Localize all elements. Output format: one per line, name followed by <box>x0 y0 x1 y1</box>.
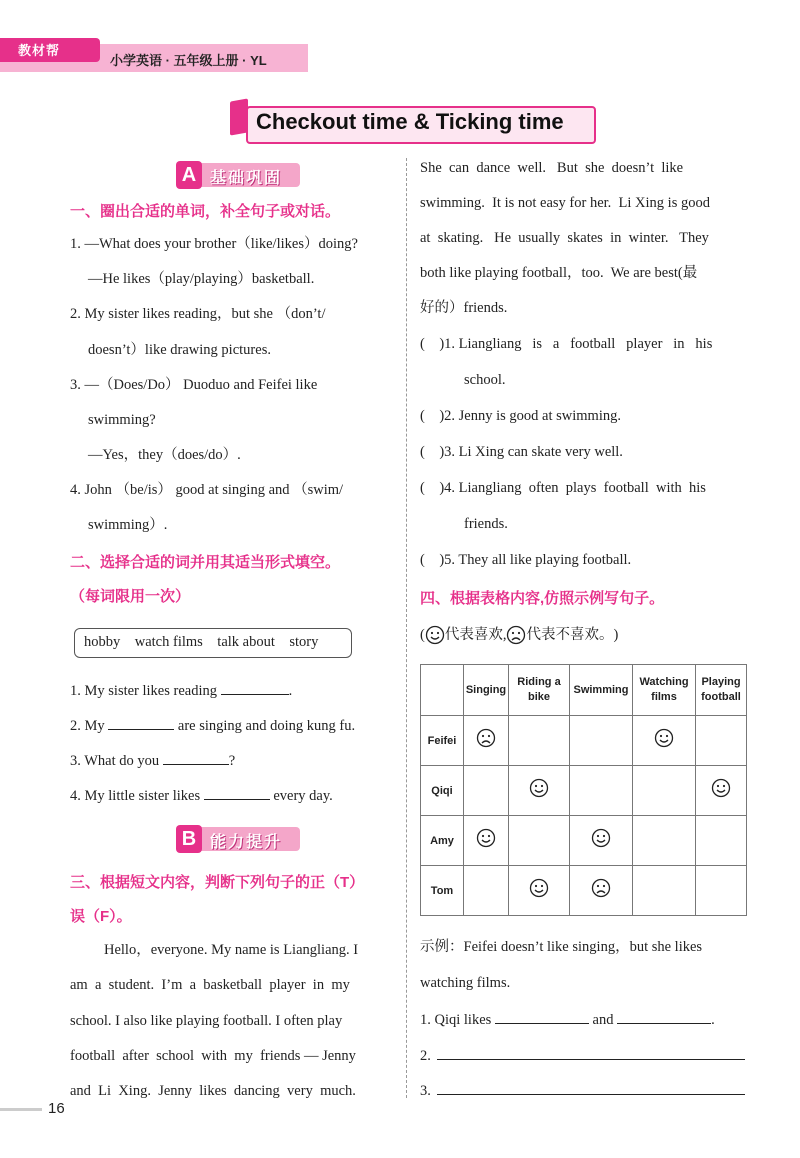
section-a-letter: A <box>176 161 202 189</box>
example-line: 示例：Feifei doesn’t like singing，but she likes <box>420 939 703 955</box>
q1-line: swimming? <box>88 412 156 428</box>
table-cell <box>633 766 696 816</box>
column-header: Playing football <box>696 665 747 716</box>
table-cell <box>633 816 696 866</box>
answer-line-2 <box>420 1046 745 1066</box>
answer-blank[interactable] <box>437 1047 745 1060</box>
answer-number: 2. <box>420 1048 431 1064</box>
row-label: Feifei <box>421 716 464 766</box>
answer-number: 3. <box>420 1083 431 1099</box>
q2-item-text: 2. My <box>70 718 109 734</box>
passage-line: both like playing football，too. We are best(最 <box>420 265 698 281</box>
q2-item-text: every day. <box>269 788 333 804</box>
table-cell <box>464 816 509 866</box>
q2-item-text: . <box>288 683 293 699</box>
table-cell <box>696 716 747 766</box>
tf-statement[interactable]: ( )3. Li Xing can skate very well. <box>420 444 623 460</box>
table-cell <box>464 716 509 766</box>
tf-statement[interactable]: ( )4. Liangliang often plays football with his <box>420 480 706 496</box>
q1-line: doesn’t）like drawing pictures. <box>88 342 271 358</box>
table-cell <box>464 766 509 816</box>
q2-item-text: 3. What do you <box>70 753 163 769</box>
example-line: watching films. <box>420 975 511 991</box>
table-row <box>421 866 747 916</box>
table-cell <box>696 766 747 816</box>
q2-item-text: 1. My sister likes reading <box>70 683 221 699</box>
tf-statement[interactable]: ( )5. They all like playing football. <box>420 552 632 568</box>
answer-text: and <box>588 1012 618 1028</box>
smile-face-icon <box>425 625 445 645</box>
q1-line: 3. —（Does/Do） Duoduo and Feifei like <box>70 377 318 393</box>
q2-item-text: 4. My little sister likes <box>70 788 204 804</box>
table-cell <box>570 716 633 766</box>
q3-heading: 三、根据短文内容，判断下列句子的正（T） <box>70 874 365 891</box>
smile-face-icon <box>529 778 549 798</box>
table-body <box>421 716 747 916</box>
q2-heading: 二、选择合适的词并用其适当形式填空。 <box>70 554 341 571</box>
passage-line: and Li Xing. Jenny likes dancing very much. <box>70 1083 356 1099</box>
section-b-label: 能力提升 <box>210 834 283 851</box>
legend-like-text: 代表喜欢, <box>444 627 507 643</box>
q1-line: 2. My sister likes reading，but she （don’t/ <box>70 306 326 322</box>
passage-line: She can dance well. But she doesn’t like <box>420 160 684 176</box>
smile-face-icon <box>476 828 496 848</box>
smile-face-icon <box>591 828 611 848</box>
column-header: Swimming <box>570 665 633 716</box>
q3-heading-cont: 误（F）。 <box>70 908 132 925</box>
answer-blank[interactable] <box>495 1011 589 1024</box>
q1-line: —Yes，they（does/do）. <box>88 447 241 463</box>
tf-statement[interactable]: ( )1. Liangliang is a football player in his <box>420 336 713 352</box>
sad-face-icon <box>476 728 496 748</box>
table-row <box>421 766 747 816</box>
q2-item <box>70 681 292 701</box>
answer-blank[interactable] <box>108 717 174 730</box>
table-cell <box>570 816 633 866</box>
answer-blank[interactable] <box>437 1082 745 1095</box>
row-label: Tom <box>421 866 464 916</box>
passage-line: am a student. I’m a basketball player in my <box>70 977 350 993</box>
hobby-table <box>420 664 747 916</box>
answer-blank[interactable] <box>163 752 229 765</box>
table-cell <box>509 816 570 866</box>
smile-face-icon <box>654 728 674 748</box>
book-title: 小学英语 · 五年级上册 · YL <box>110 53 267 68</box>
q2-heading-note: （每词限用一次） <box>70 588 191 605</box>
tf-statement[interactable]: ( )2. Jenny is good at swimming. <box>420 408 621 424</box>
sad-face-icon <box>591 878 611 898</box>
q1-line: —He likes（play/playing）basketball. <box>88 271 315 287</box>
table-cell <box>509 716 570 766</box>
q4-heading: 四、根据表格内容,仿照示例写句子。 <box>420 590 665 607</box>
column-header: Singing <box>464 665 509 716</box>
q2-item-text: ? <box>228 753 236 769</box>
answer-line-3 <box>420 1081 745 1101</box>
footer-rule <box>0 1108 42 1111</box>
q2-item-text: are singing and doing kung fu. <box>174 718 356 734</box>
q1-heading: 一、圈出合适的单词，补全句子或对话。 <box>70 203 341 220</box>
table-cell <box>570 766 633 816</box>
tf-statement-cont: school. <box>464 372 506 388</box>
table-cell <box>633 866 696 916</box>
face-legend: ( 代表喜欢, 代表不喜欢。 ) <box>420 627 619 643</box>
column-header: Watching films <box>633 665 696 716</box>
smile-face-icon <box>529 878 549 898</box>
q2-item <box>70 716 355 736</box>
smile-face-icon <box>711 778 731 798</box>
table-cell <box>570 866 633 916</box>
passage-line: Hello，everyone. My name is Liangliang. I <box>104 942 359 958</box>
table-cell <box>509 766 570 816</box>
table-cell <box>509 866 570 916</box>
answer-blank[interactable] <box>221 682 289 695</box>
row-label: Amy <box>421 816 464 866</box>
tf-statement-cont: friends. <box>464 516 508 532</box>
passage-line: football after school with my friends — Jenny <box>70 1048 356 1064</box>
section-b-badge <box>176 827 300 851</box>
answer-blank[interactable] <box>617 1011 711 1024</box>
word-bank-text: hobby watch films talk about story <box>84 634 319 650</box>
row-label: Qiqi <box>421 766 464 816</box>
answer-line-1 <box>420 1010 715 1030</box>
table-cell <box>464 866 509 916</box>
section-a-label: 基础巩固 <box>210 170 283 187</box>
sad-face-icon <box>506 625 526 645</box>
q1-line: 4. John （be/is） good at singing and （swim/ <box>70 482 344 498</box>
q2-item <box>70 786 333 806</box>
table-row <box>421 816 747 866</box>
passage-line: swimming. It is not easy for her. Li Xing is good <box>420 195 710 211</box>
brand-label: 教材帮 <box>18 43 61 58</box>
legend-dislike-text: 代表不喜欢。 <box>526 627 614 643</box>
table-cell <box>633 716 696 766</box>
answer-blank[interactable] <box>204 787 270 800</box>
page-title: Checkout time & Ticking time <box>256 109 564 134</box>
passage-line: 好的）friends. <box>420 300 508 316</box>
table-corner <box>421 665 464 716</box>
section-b-letter: B <box>176 825 202 853</box>
table-row <box>421 716 747 766</box>
answer-text: . <box>711 1012 715 1028</box>
q1-line: swimming）. <box>88 517 168 533</box>
section-a-badge <box>176 163 300 187</box>
table-cell <box>696 816 747 866</box>
answer-text: 1. Qiqi likes <box>420 1012 495 1028</box>
passage-line: at skating. He usually skates in winter. They <box>420 230 709 246</box>
book-icon <box>230 98 248 135</box>
q2-item <box>70 751 235 771</box>
q1-line: 1. —What does your brother（like/likes）doing? <box>70 236 358 252</box>
page-number: 16 <box>48 1100 65 1117</box>
column-header: Riding a bike <box>509 665 570 716</box>
column-divider <box>406 158 407 1098</box>
passage-line: school. I also like playing football. I often play <box>70 1013 343 1029</box>
table-cell <box>696 866 747 916</box>
